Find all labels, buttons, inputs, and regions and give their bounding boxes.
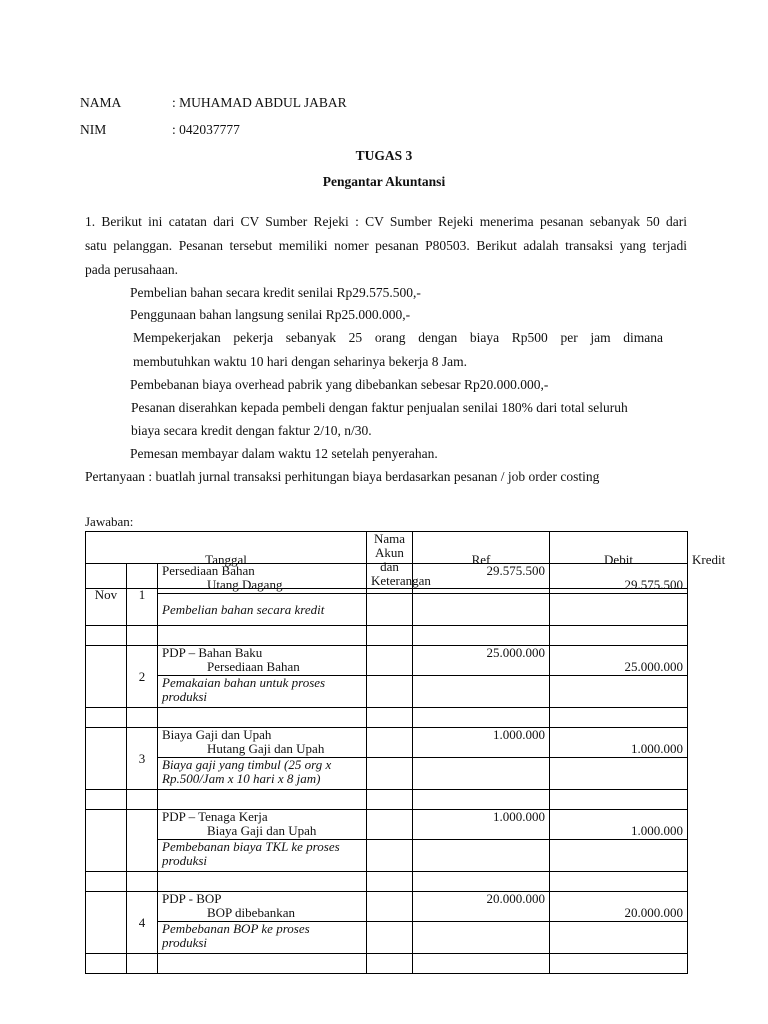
credit-account: Biaya Gaji dan Upah [207, 823, 317, 838]
debit-account: Persediaan Bahan [162, 563, 255, 578]
description-cell: Pembelian bahan secara kredit [158, 594, 367, 626]
description-cell [158, 758, 367, 790]
credit-cell [550, 564, 688, 594]
table-row [86, 626, 688, 646]
description-cell [158, 840, 367, 872]
credit-cell [550, 810, 688, 840]
pertanyaan: Pertanyaan : buatlah jurnal transaksi perhitungan biaya berdasarkan pesanan / job order costing [85, 469, 600, 484]
entry-number: 4 [127, 892, 158, 954]
bullet-item-continued: membutuhkan waktu 10 hari dengan seharinya bekerja 8 Jam. [133, 354, 468, 369]
table-row [86, 758, 688, 790]
debit-cell: 25.000.000 [413, 646, 550, 676]
credit-account: Hutang Gaji dan Upah [207, 741, 325, 756]
bullet-item: Mempekerjakan pekerja sebanyak 25 orang dengan biaya Rp500 per jam dimana [133, 330, 663, 345]
description-line-2: produksi [162, 935, 208, 950]
credit-amount: 29.575.500 [624, 577, 683, 592]
question-line-1: 1. Berikut ini catatan dari CV Sumber Rejeki : CV Sumber Rejeki menerima pesanan sebanyak 50 dari [85, 214, 687, 229]
col-header-ref: Ref [413, 532, 550, 589]
account-cell [158, 564, 367, 594]
entry-number: 3 [127, 728, 158, 790]
page-subtitle: Pengantar Akuntansi [322, 174, 446, 189]
bullet-item: Penggunaan bahan langsung senilai Rp25.000.000,- [130, 307, 411, 322]
account-cell [158, 728, 367, 758]
month-cell: Nov [86, 564, 127, 626]
description-cell [158, 676, 367, 708]
debit-account: PDP – Bahan Baku [162, 645, 263, 660]
table-row [86, 728, 688, 758]
account-cell [158, 810, 367, 840]
debit-cell: 29.575.500 [413, 564, 550, 594]
entry-number: 1 [127, 564, 158, 626]
entry-number [127, 810, 158, 872]
debit-account: PDP - BOP [162, 891, 222, 906]
credit-amount: 1.000.000 [631, 741, 683, 756]
debit-account: PDP – Tenaga Kerja [162, 809, 268, 824]
debit-cell: 1.000.000 [413, 728, 550, 758]
table-row [86, 564, 688, 594]
bullet-item: Pembelian bahan secara kredit senilai Rp29.575.500,- [130, 285, 421, 300]
journal-body [85, 563, 688, 974]
description-line-1: Pembebanan biaya TKL ke proses [162, 839, 340, 854]
description-line-1: Pembebanan BOP ke proses [162, 921, 310, 936]
credit-account: BOP dibebankan [207, 905, 295, 920]
table-row [86, 646, 688, 676]
description-line-1: Pemakaian bahan untuk proses [162, 675, 326, 690]
bullet-item-continued: biaya secara kredit dengan faktur 2/10, n/30. [131, 423, 372, 438]
credit-amount: 1.000.000 [631, 823, 683, 838]
description-line-1: Biaya gaji yang timbul (25 org x [162, 757, 332, 772]
col-header-debit: Debit [550, 532, 688, 589]
table-header-row: Tanggal Nama Akun dan Keterangan Ref Debit Kredit [86, 532, 688, 589]
table-row [86, 840, 688, 872]
bullet-item: Pesanan diserahkan kepada pembeli dengan faktur penjualan senilai 180% dari total seluruh [131, 400, 628, 415]
nim-label: NIM [80, 122, 107, 137]
nama-value: : MUHAMAD ABDUL JABAR [172, 95, 347, 110]
bullet-item: Pembebanan biaya overhead pabrik yang dibebankan sebesar Rp20.000.000,- [130, 377, 549, 392]
page-title: TUGAS 3 [355, 148, 413, 163]
description-cell [158, 922, 367, 954]
description-line-2: Rp.500/Jam x 10 hari x 8 jam) [162, 771, 321, 786]
debit-cell: 20.000.000 [413, 892, 550, 922]
account-cell [158, 892, 367, 922]
description-line-2: produksi [162, 853, 208, 868]
credit-cell [550, 892, 688, 922]
nim-value: : 042037777 [172, 122, 240, 137]
table-row [86, 790, 688, 810]
table-row [86, 676, 688, 708]
credit-amount: 20.000.000 [624, 905, 683, 920]
jawaban-label: Jawaban: [85, 514, 134, 529]
question-line-3: pada perusahaan. [85, 262, 178, 277]
description-line-2: produksi [162, 689, 208, 704]
ref-cell [367, 564, 413, 594]
col-header-akun: Nama Akun dan Keterangan [367, 532, 413, 589]
table-row [86, 594, 688, 626]
table-row [86, 954, 688, 974]
table-row [86, 708, 688, 728]
nama-label: NAMA [80, 95, 122, 110]
credit-account: Utang Dagang [207, 577, 283, 592]
debit-account: Biaya Gaji dan Upah [162, 727, 272, 742]
credit-amount: 25.000.000 [624, 659, 683, 674]
credit-account: Persediaan Bahan [207, 659, 300, 674]
bullet-item: Pemesan membayar dalam waktu 12 setelah penyerahan. [130, 446, 438, 461]
debit-cell: 1.000.000 [413, 810, 550, 840]
question-line-2: satu pelanggan. Pesanan tersebut memiliki nomer pesanan P80503. Berikut adalah transaksi yang terjadi [85, 238, 687, 253]
table-row [86, 810, 688, 840]
table-row [86, 892, 688, 922]
entry-number: 2 [127, 646, 158, 708]
credit-cell [550, 728, 688, 758]
account-cell [158, 646, 367, 676]
table-row [86, 922, 688, 954]
table-row [86, 872, 688, 892]
col-header-tanggal: Tanggal [86, 532, 367, 589]
credit-cell [550, 646, 688, 676]
